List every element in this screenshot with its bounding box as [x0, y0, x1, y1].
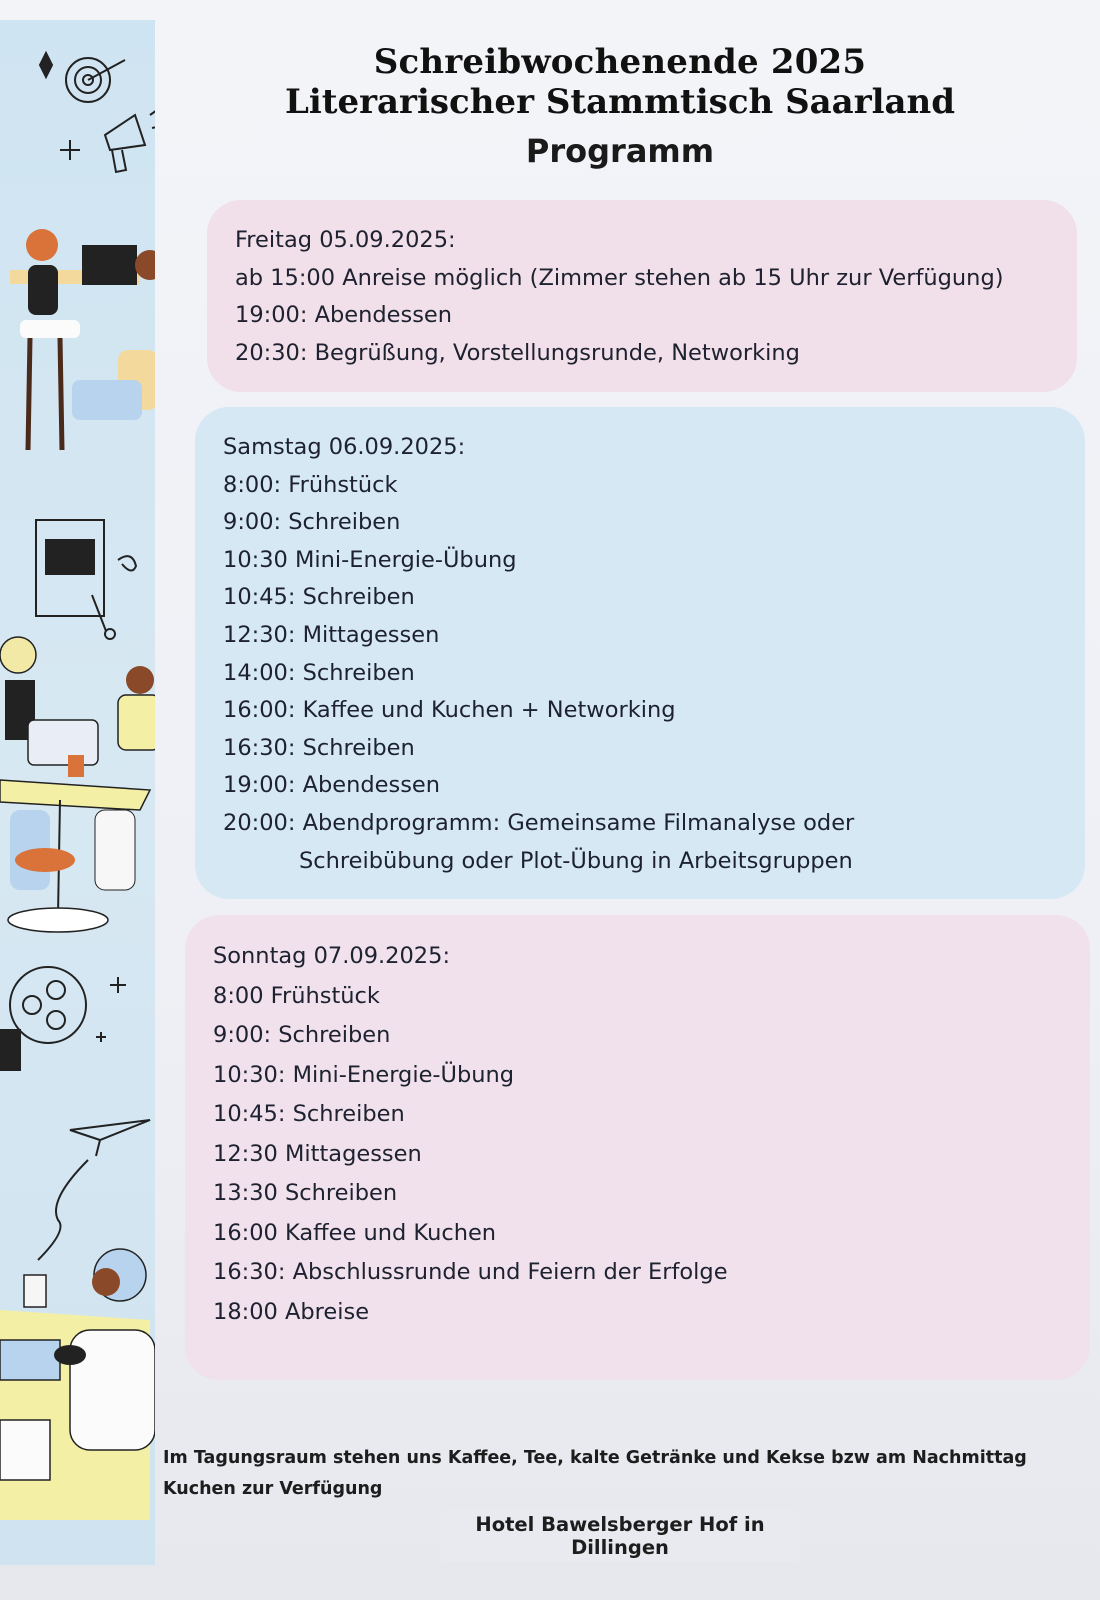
schedule-item: 20:30: Begrüßung, Vorstellungsrunde, Networking — [235, 339, 800, 366]
person-with-laptop-illustration — [0, 637, 155, 932]
megaphone-icon — [105, 108, 155, 172]
schedule-item: 14:00: Schreiben — [223, 659, 415, 686]
side-illustrations — [0, 20, 155, 1565]
schedule-item: ab 15:00 Anreise möglich (Zimmer stehen ab 15 Uhr zur Verfügung) — [235, 264, 1004, 291]
schedule-item: 10:30: Mini-Energie-Übung — [213, 1061, 515, 1088]
schedule-item: 12:30 Mittagessen — [213, 1140, 422, 1167]
schedule-item: 16:30: Abschlussrunde und Feiern der Erfolge — [213, 1259, 728, 1285]
schedule-item: 8:00: Frühstück — [223, 471, 398, 498]
schedule-item: 12:30: Mittagessen — [223, 621, 440, 648]
decorative-side-strip — [0, 20, 155, 1565]
frame-icon — [36, 520, 136, 639]
day-heading: Samstag 06.09.2025: — [223, 434, 466, 460]
schedule-item: 20:00: Abendprogramm: Gemeinsame Filmanalyse oder — [223, 809, 855, 836]
day-card-friday — [207, 200, 1077, 392]
day-card-saturday — [195, 407, 1085, 899]
schedule-item: 10:45: Schreiben — [223, 584, 415, 611]
page-subtitle: Literarischer Stammtisch Saarland — [284, 82, 956, 122]
schedule-item: 18:00 Abreise — [213, 1298, 370, 1325]
target-icon — [40, 53, 125, 160]
people-at-desk-illustration — [10, 229, 155, 450]
schedule-item: 19:00: Abendessen — [235, 302, 453, 329]
schedule-item: 16:00: Kaffee und Kuchen + Networking — [223, 697, 676, 724]
program-heading: Programm — [525, 132, 715, 170]
venue-label: Hotel Bawelsberger Hof in Dillingen — [440, 1510, 800, 1562]
schedule-item: 13:30 Schreiben — [213, 1180, 398, 1206]
schedule-item: 10:30 Mini-Energie-Übung — [223, 546, 517, 573]
day-card-sunday — [185, 915, 1090, 1380]
schedule-item: 9:00: Schreiben — [223, 509, 401, 536]
day-heading: Sonntag 07.09.2025: — [213, 943, 451, 969]
coins-icon — [0, 967, 126, 1070]
schedule-item-continuation: Schreibübung oder Plot-Übung in Arbeitsgruppen — [299, 847, 853, 874]
schedule-item: 10:45: Schreiben — [213, 1101, 405, 1127]
person-at-laptop-illustration — [0, 1249, 155, 1520]
schedule-item: 9:00: Schreiben — [213, 1022, 391, 1048]
schedule-item: 16:30: Schreiben — [223, 734, 415, 761]
footer-note: Im Tagungsraum stehen uns Kaffee, Tee, kalte Getränke und Kekse bzw am Nachmittag Kuchen zur Verfügung — [163, 1448, 1027, 1499]
paper-plane-icon — [38, 1120, 150, 1260]
day-heading: Freitag 05.09.2025: — [235, 227, 456, 253]
schedule-item: 16:00 Kaffee und Kuchen — [213, 1219, 497, 1246]
page-title: Schreibwochenende 2025 — [373, 42, 867, 82]
schedule-item: 8:00 Frühstück — [213, 982, 380, 1009]
schedule-item: 19:00: Abendessen — [223, 772, 441, 799]
